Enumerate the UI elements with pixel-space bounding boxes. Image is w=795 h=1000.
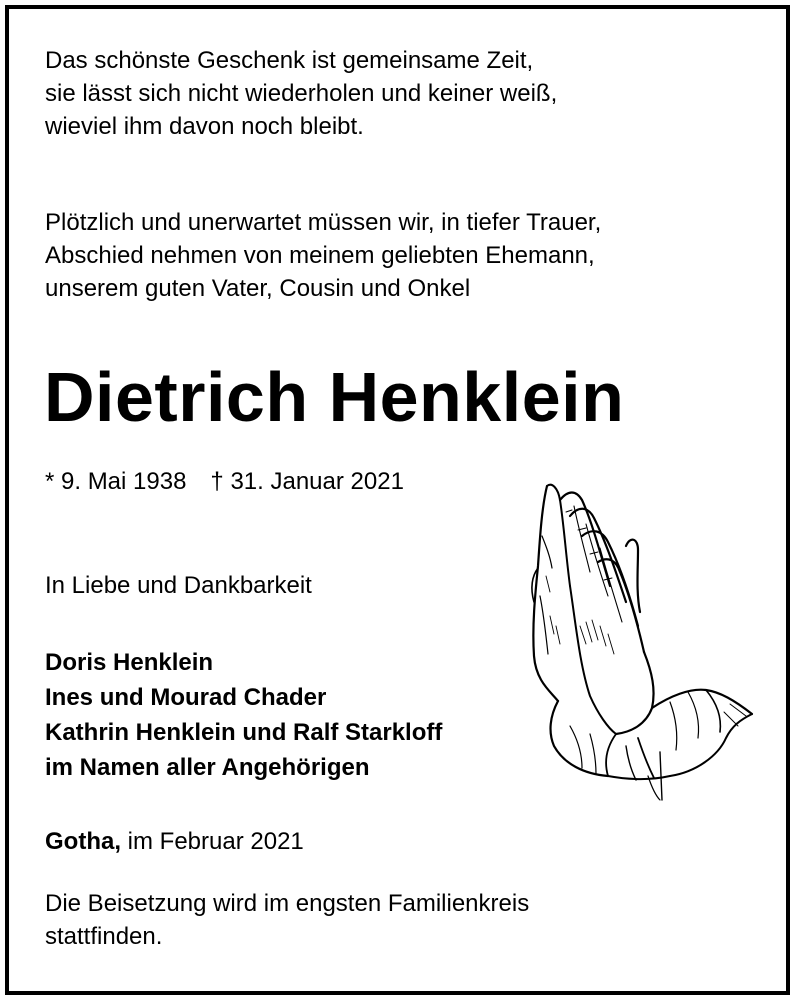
place-date: im Februar 2021 xyxy=(127,828,304,855)
burial-line: Die Beisetzung wird im engsten Familienkreis xyxy=(45,890,530,917)
place-and-date xyxy=(45,825,304,858)
mourner-name: Ines und Mourad Chader xyxy=(45,684,327,711)
verse-quote xyxy=(45,44,557,143)
announcement-line: unserem guten Vater, Cousin und Onkel xyxy=(45,275,471,302)
deceased-name: Dietrich Henklein xyxy=(44,358,625,436)
burial-note xyxy=(45,887,529,953)
death-date: † 31. Januar 2021 xyxy=(210,468,404,495)
announcement-text xyxy=(45,206,601,305)
verse-line: sie lässt sich nicht wiederholen und keiner weiß, xyxy=(45,80,558,107)
praying-hands-icon xyxy=(520,476,760,806)
closing-phrase: In Liebe und Dankbarkeit xyxy=(45,572,312,599)
verse-line: wieviel ihm davon noch bleibt. xyxy=(45,113,364,140)
mourner-name: Kathrin Henklein und Ralf Starkloff xyxy=(45,719,443,746)
mourner-name: Doris Henklein xyxy=(45,649,214,676)
announcement-line: Abschied nehmen von meinem geliebten Ehemann, xyxy=(45,242,595,269)
life-dates xyxy=(45,465,404,498)
mourners-list xyxy=(45,645,442,785)
verse-line: Das schönste Geschenk ist gemeinsame Zeit, xyxy=(45,47,534,74)
burial-line: stattfinden. xyxy=(45,923,163,950)
place-city: Gotha, xyxy=(45,828,121,855)
announcement-line: Plötzlich und unerwartet müssen wir, in tiefer Trauer, xyxy=(45,209,602,236)
birth-date: * 9. Mai 1938 xyxy=(45,468,187,495)
mourner-name: im Namen aller Angehörigen xyxy=(45,754,370,781)
